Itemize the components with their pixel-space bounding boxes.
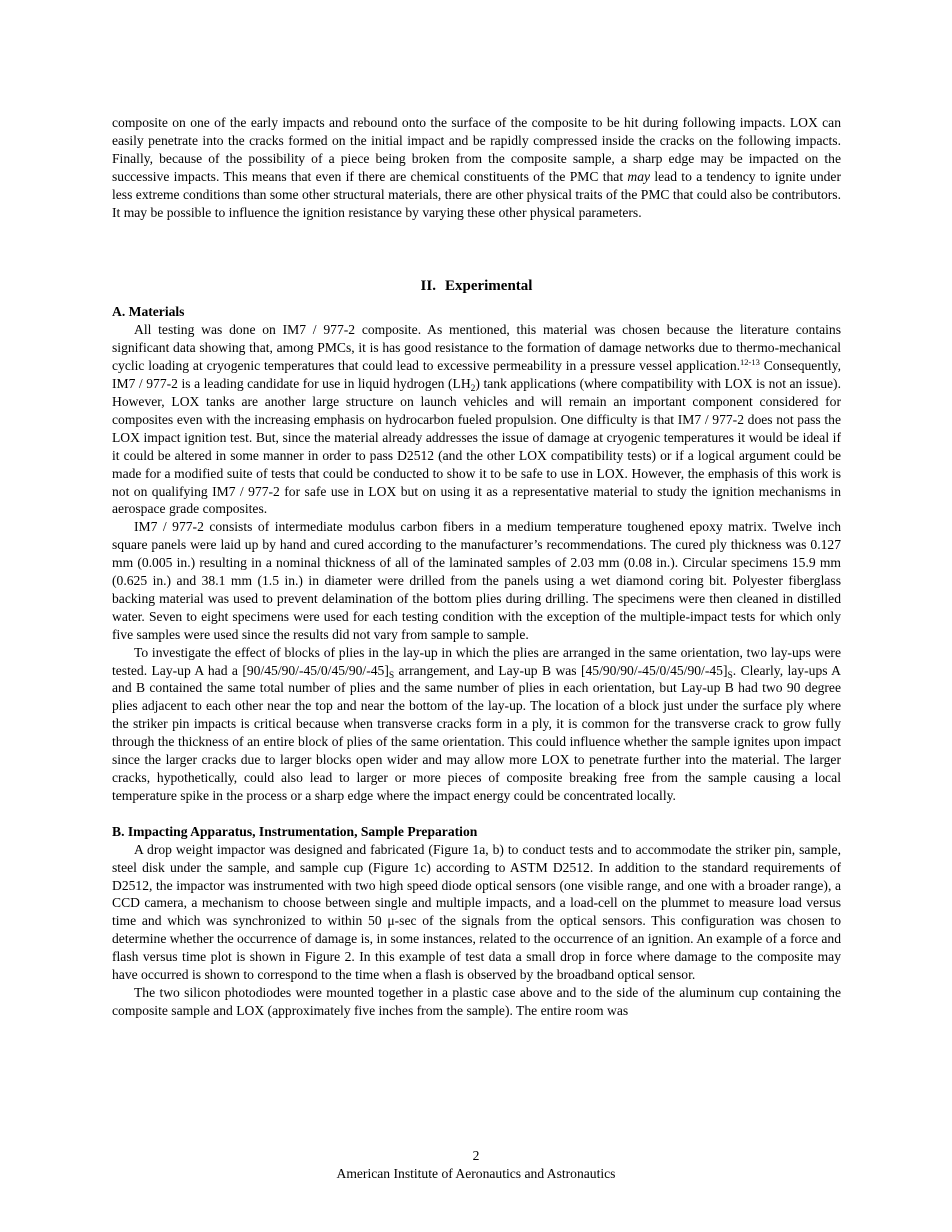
materials-paragraph-1 (112, 321, 841, 518)
intro-text-b: lead to a tendency to ignite under less extreme conditions than some other structural materials, there are other physical traits of the PMC that could also be contributors. It may be possible to influence the ignition resistance by varying these other physical parameters. (112, 168, 841, 220)
spacer (112, 805, 841, 823)
apparatus-p1-text-a: A drop weight impactor was designed and fabricated (Figure 1a, b) to conduct tests and to accommodate the striker pin, sample, steel disk under the sample, and sample cup (Figure 1c) according to ASTM D2512. In addition to the standard requirements of D2512, the impactor was instrumented with two high speed diode optical sensors (one visible range, and one with a broader range), a CCD camera, a mechanism to choose between single and multiple impacts, and a load-cell on the plummet to measure load versus time and which was synchronized to within 50 (112, 841, 841, 929)
intro-paragraph (112, 114, 841, 221)
mu-symbol: μ (387, 913, 395, 929)
apparatus-heading: B. Impacting Apparatus, Instrumentation, Sample Preparation (112, 823, 478, 839)
page-content (112, 114, 841, 1020)
section-number: II. (420, 278, 436, 295)
apparatus-paragraph-1 (112, 841, 841, 984)
subscript-s-1: S (388, 670, 395, 681)
materials-paragraph-2: IM7 / 977-2 consists of intermediate modulus carbon fibers in a medium temperature toughened epoxy matrix. Twelve inch square panels were laid up by hand and cured according to the manufacturer’s recommendations. The cured ply thickness was 0.127 mm (0.005 in.) resulting in a nominal thickness of all of the laminated samples of 2.03 mm (0.08 in.). Circular specimens 15.9 mm (0.625 in.) and 38.1 mm (1.5 in.) in diameter were drilled from the panels using a wet diamond coring bit. Polyester fiberglass backing material was used to prevent delamination of the bottom plies during drilling. The specimens were then cleaned in distilled water. Seven to eight specimens were used for each testing condition with the exception of the multiple-impact tests for which only five samples were used since the results did not vary from sample to sample. (112, 519, 841, 642)
section-heading (112, 277, 841, 295)
materials-heading: A. Materials (112, 304, 185, 320)
materials-p1-text-a: All testing was done on IM7 / 977-2 composite. As mentioned, this material was chosen because the literature contains significant data showing that, among PMCs, it is has good resistance to the formation of damage networks due to thermo-mechanical cyclic loading at cryogenic temperatures that could lead to excessive permeability in a pressure vessel application. (112, 322, 841, 374)
page-number: 2 (472, 1148, 480, 1163)
publisher-name: American Institute of Aeronautics and Astronautics (336, 1166, 616, 1181)
materials-p3-text-b: arrangement, and Lay-up B was [45/90/90/-45/0/45/90/-45] (394, 662, 728, 678)
subscript-2: 2 (470, 384, 476, 395)
page-footer (0, 1147, 952, 1183)
materials-p3-text-a: To investigate the effect of blocks of plies in the lay-up in which the plies are arranged in the same orientation, two lay-ups were tested. Lay-up A had a [90/45/90/-45/0/45/90/-45] (112, 644, 841, 678)
materials-p1-text-c: ) tank applications (where compatibility with LOX is not an issue). However, LOX tanks are another large structure on launch vehicles and will remain an important component considered for composites even with the increasing emphasis on hydrocarbon fueled propulsion. One difficulty is that IM7 / 977-2 does not pass the LOX impact ignition test. But, since the material already addresses the issue of damage at cryogenic temperatures it would be ideal if it could be altered in some manner in order to pass D2512 (and the other LOX compatibility tests) or if a logical argument could be made for a modified suite of tests that could be conducted to show it to be safe to use in LOX. However, the emphasis of this work is not on qualifying IM7 / 977-2 for safe use in LOX but on using it as a representative material to study the ignition mechanisms in aerospace grade composites. (112, 376, 841, 517)
subscript-s-2: S (727, 670, 733, 681)
section-title: Experimental (444, 278, 533, 295)
apparatus-paragraph-2: The two silicon photodiodes were mounted together in a plastic case above and to the side of the aluminum cup containing the composite sample and LOX (approximately five inches from the sample). The entire room was (112, 984, 841, 1018)
intro-emphasis: may (627, 168, 651, 184)
materials-p1-text-b: Consequently, IM7 / 977-2 is a leading candidate for use in liquid hydrogen (LH (112, 358, 841, 392)
intro-text-a: composite on one of the early impacts and rebound onto the surface of the composite to be hit during following impacts. LOX can easily penetrate into the cracks formed on the initial impact and be rapidly compressed inside the cracks on the following impacts. Finally, because of the possibility of a piece being broken from the composite sample, a sharp edge may be impacted on the successive impacts. This means that even if there are chemical constituents of the PMC that (112, 115, 841, 184)
apparatus-p1-text-b: -sec of the signals from the optical sensors. This configuration was chosen to determine whether the occurrence of damage is, in some instances, related to the occurrence of an ignition. An example of a force and flash versus time plot is shown in Figure 2. In this example of test data a small drop in force where damage to the composite may have occurred is shown to correspond to the time when a flash is observed by the broadband optical sensor. (112, 913, 841, 983)
materials-p3-text-c: . Clearly, lay-ups A and B contained the same total number of plies and the same number of plies in each orientation, but Lay-up B had two 90 degree plies adjacent to each other near the top and near the bottom of the lay-up. The location of a block just under the surface ply where the striker pin impacts is critical because when transverse cracks form in a ply, it is common for the transverse crack to grow fully through the thickness of an entire block of plies of the same orientation. This could influence whether the sample ignites upon impact since the larger cracks due to larger blocks open wider and may allow more LOX to penetrate further into the material. The larger cracks, hypothetically, could also lead to larger or more pieces of composite breaking free from the sample causing a local temperature spike in the process or a sharp edge where the impact energy could be concentrated locally. (112, 662, 841, 803)
reference-superscript: 12-13 (740, 357, 760, 368)
materials-paragraph-3 (112, 644, 841, 805)
